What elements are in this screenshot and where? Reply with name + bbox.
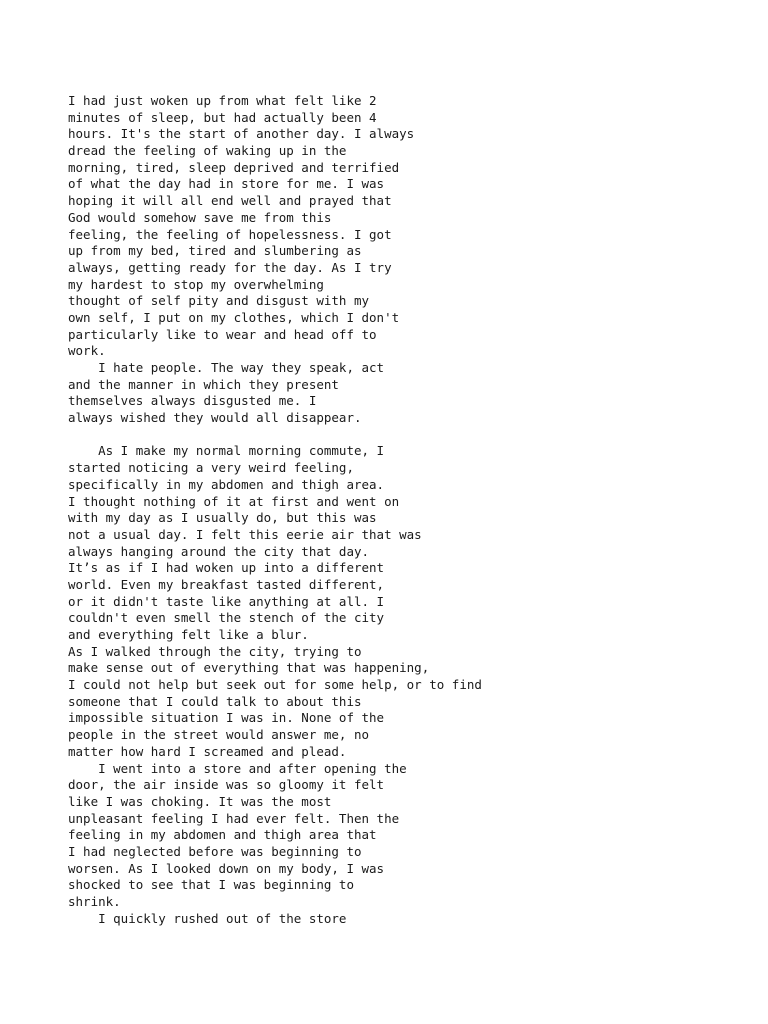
text-line: make sense out of everything that was happening,	[68, 660, 430, 676]
text-line: like I was choking. It was the most	[68, 793, 332, 809]
text-line: people in the street would answer me, no	[68, 727, 370, 743]
text-line: God would somehow save me from this	[68, 209, 332, 225]
text-line: always, getting ready for the day. As I try	[68, 259, 392, 275]
text-line: impossible situation I was in. None of the	[68, 710, 385, 726]
text-line: worsen. As I looked down on my body, I was	[68, 860, 385, 876]
text-line: themselves always disgusted me. I	[68, 393, 317, 409]
text-line: my hardest to stop my overwhelming	[68, 276, 324, 292]
text-line: I went into a store and after opening the	[68, 760, 407, 776]
text-line: with my day as I usually do, but this was	[68, 510, 377, 526]
text-line: I quickly rushed out of the store	[68, 910, 347, 926]
text-line: feeling in my abdomen and thigh area that	[68, 827, 377, 843]
text-line: started noticing a very weird feeling,	[68, 460, 354, 476]
text-line: feeling, the feeling of hopelessness. I got	[68, 226, 392, 242]
text-line: or it didn't taste like anything at all. I	[68, 593, 385, 609]
text-line: I hate people. The way they speak, act	[68, 360, 385, 375]
text-line: I could not help but seek out for some help, or to find	[68, 677, 482, 693]
text-line: I had just woken up from what felt like 2	[68, 93, 377, 108]
text-line: As I make my normal morning commute, I	[68, 443, 385, 459]
text-line: hours. It's the start of another day. I always	[68, 126, 415, 142]
text-line: dread the feeling of waking up in the	[68, 143, 347, 159]
blank-line	[68, 427, 748, 444]
text-line: world. Even my breakfast tasted different,	[68, 576, 385, 592]
text-line: unpleasant feeling I had ever felt. Then the	[68, 810, 400, 826]
text-line: always hanging around the city that day.	[68, 543, 370, 559]
text-line: shrink.	[68, 894, 121, 909]
text-line: of what the day had in store for me. I was	[68, 176, 385, 192]
text-line: couldn't even smell the stench of the city	[68, 610, 385, 626]
text-line: door, the air inside was so gloomy it felt	[68, 777, 385, 793]
text-line: specifically in my abdomen and thigh area.	[68, 476, 385, 492]
text-line: As I walked through the city, trying to	[68, 643, 362, 659]
text-line: always wished they would all disappear.	[68, 410, 362, 426]
text-line: hoping it will all end well and prayed that	[68, 193, 392, 209]
text-line: matter how hard I screamed and plead.	[68, 743, 347, 759]
text-line: and the manner in which they present	[68, 376, 339, 392]
text-line: not a usual day. I felt this eerie air that was	[68, 526, 422, 542]
text-line: shocked to see that I was beginning to	[68, 877, 354, 893]
text-line: work.	[68, 343, 106, 359]
text-line: It’s as if I had woken up into a different	[68, 560, 385, 576]
text-line: own self, I put on my clothes, which I don't	[68, 309, 400, 325]
text-line: particularly like to wear and head off to	[68, 326, 377, 342]
text-line: I had neglected before was beginning to	[68, 843, 362, 859]
text-line: minutes of sleep, but had actually been 4	[68, 109, 377, 125]
text-line: morning, tired, sleep deprived and terrified	[68, 159, 400, 175]
text-line: someone that I could talk to about this	[68, 693, 362, 709]
text-line: thought of self pity and disgust with my	[68, 293, 370, 309]
story-text	[68, 93, 748, 927]
text-line: I thought nothing of it at first and went on	[68, 493, 400, 509]
text-line: up from my bed, tired and slumbering as	[68, 243, 362, 259]
text-line: and everything felt like a blur.	[68, 627, 309, 642]
